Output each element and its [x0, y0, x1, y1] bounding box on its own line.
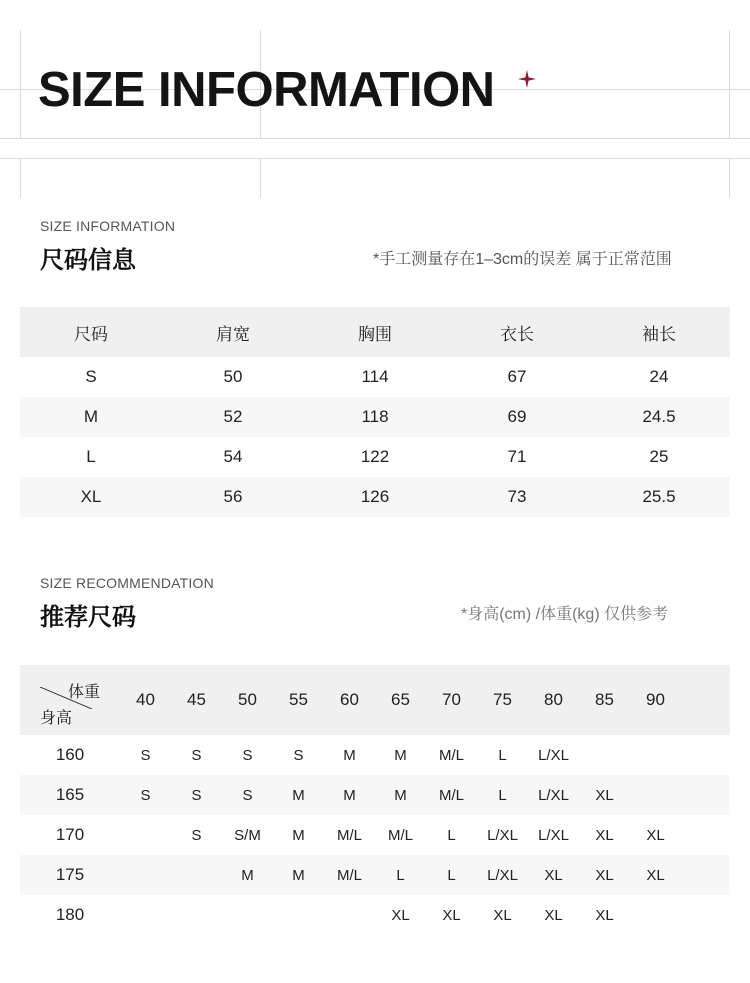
size-cell	[630, 895, 681, 935]
size-cell	[324, 895, 375, 935]
size-cell	[171, 855, 222, 895]
corner-height-label: 身高	[40, 710, 73, 727]
table-cell: L	[86, 447, 96, 466]
size-cell: XL	[544, 906, 563, 924]
size-cell: XL	[630, 855, 681, 895]
size-cell: XL	[528, 855, 579, 895]
recommendation-note: *身高(cm) /体重(kg) 仅供参考	[461, 606, 669, 623]
size-cell	[120, 815, 171, 855]
weight-header: 50	[222, 665, 273, 735]
table-cell: 122	[360, 447, 390, 466]
recommendation-header-row	[20, 665, 730, 735]
size-table-header: 袖长	[588, 307, 730, 357]
corner-header	[20, 665, 120, 735]
table-cell: 52	[162, 397, 304, 437]
size-cell: L	[447, 826, 456, 844]
size-cell: M/L	[324, 855, 375, 895]
height-label: 165	[20, 775, 120, 815]
height-label: 170	[55, 825, 85, 844]
table-row	[20, 735, 730, 775]
size-cell: M	[222, 855, 273, 895]
banner-title: SIZE INFORMATION	[38, 63, 495, 117]
size-cell: M/L	[426, 775, 477, 815]
size-cell: S/M	[234, 826, 261, 844]
table-row	[20, 397, 730, 437]
row-spacer	[681, 855, 730, 895]
table-cell: 25.5	[588, 477, 730, 517]
banner-gridline	[0, 158, 750, 159]
size-table-header: 胸围	[304, 307, 446, 357]
table-row	[20, 815, 730, 855]
size-table-header: 尺码	[20, 307, 162, 357]
table-cell: 67	[507, 367, 527, 386]
table-cell: 126	[304, 477, 446, 517]
table-cell: 50	[223, 367, 243, 386]
size-cell: XL	[579, 855, 630, 895]
size-info-title-en: SIZE INFORMATION	[40, 218, 176, 234]
size-cell: L/XL	[528, 775, 579, 815]
weight-header: 65	[375, 665, 426, 735]
header-spacer	[681, 665, 730, 735]
table-row	[20, 895, 730, 935]
height-label: 160	[55, 745, 85, 764]
size-cell: M	[375, 775, 426, 815]
size-info-table	[20, 307, 730, 517]
size-cell	[630, 735, 681, 775]
corner-weight-label: 体重	[68, 684, 101, 701]
size-cell: S	[120, 775, 171, 815]
table-cell: 71	[507, 447, 527, 466]
table-row	[20, 855, 730, 895]
height-label: 175	[20, 855, 120, 895]
table-row	[20, 357, 730, 397]
weight-header: 70	[426, 665, 477, 735]
size-cell: L/XL	[538, 746, 569, 764]
recommendation-body	[20, 735, 730, 935]
size-cell	[120, 895, 171, 935]
size-cell	[630, 775, 681, 815]
size-cell: XL	[595, 906, 614, 924]
table-row	[20, 437, 730, 477]
size-table-header: 衣长	[446, 307, 588, 357]
size-cell: S	[171, 775, 222, 815]
weight-header: 80	[528, 665, 579, 735]
table-cell: 118	[304, 397, 446, 437]
size-cell: XL	[595, 826, 614, 844]
size-cell: M	[273, 775, 324, 815]
weight-header: 45	[171, 665, 222, 735]
size-cell: XL	[391, 906, 410, 924]
table-cell: S	[85, 367, 97, 386]
banner-gridline	[0, 138, 750, 139]
banner-gridline	[729, 30, 730, 138]
height-label: 180	[55, 905, 85, 924]
size-cell: L/XL	[538, 826, 569, 844]
size-cell	[120, 855, 171, 895]
weight-header: 60	[324, 665, 375, 735]
size-info-note: *手工测量存在1–3cm的误差 属于正常范围	[373, 251, 672, 268]
size-cell	[222, 895, 273, 935]
size-cell: M/L	[438, 746, 464, 764]
size-cell: XL	[579, 775, 630, 815]
table-cell: 56	[162, 477, 304, 517]
size-cell: M	[343, 746, 356, 764]
size-cell: L	[477, 775, 528, 815]
row-spacer	[681, 735, 730, 775]
size-cell: S	[242, 746, 253, 764]
weight-header: 55	[273, 665, 324, 735]
banner-gridline	[260, 158, 261, 198]
banner-gridline	[20, 30, 21, 138]
size-cell	[273, 895, 324, 935]
size-cell: S	[191, 746, 202, 764]
size-cell: L/XL	[487, 826, 518, 844]
recommendation-title-cn: 推荐尺码	[40, 604, 136, 631]
size-table-header: 肩宽	[162, 307, 304, 357]
size-cell: S	[222, 775, 273, 815]
table-cell: 24	[649, 367, 669, 386]
banner-gridline	[729, 158, 730, 198]
table-row	[20, 775, 730, 815]
table-cell: 54	[223, 447, 243, 466]
table-cell: XL	[20, 477, 162, 517]
weight-header: 40	[120, 665, 171, 735]
size-cell: XL	[493, 906, 512, 924]
size-cell: M/L	[387, 826, 413, 844]
size-cell: M	[324, 775, 375, 815]
row-spacer	[681, 775, 730, 815]
size-cell	[579, 735, 630, 775]
size-cell	[171, 895, 222, 935]
size-cell: L	[498, 746, 507, 764]
recommendation-title-en: SIZE RECOMMENDATION	[40, 575, 214, 591]
weight-header: 90	[630, 665, 681, 735]
size-cell: L	[426, 855, 477, 895]
size-cell: XL	[442, 906, 461, 924]
table-row	[20, 477, 730, 517]
size-cell: S	[140, 746, 151, 764]
size-cell: S	[191, 826, 202, 844]
size-cell: XL	[646, 826, 665, 844]
table-cell: 24.5	[588, 397, 730, 437]
table-cell: 25	[649, 447, 669, 466]
row-spacer	[681, 815, 730, 855]
weight-header: 75	[477, 665, 528, 735]
size-table-header-row	[20, 307, 730, 357]
size-cell: M/L	[336, 826, 362, 844]
table-cell: 73	[446, 477, 588, 517]
weight-header: 85	[579, 665, 630, 735]
size-cell: M	[394, 746, 407, 764]
size-cell: M	[292, 826, 305, 844]
size-cell: L/XL	[477, 855, 528, 895]
size-cell: S	[293, 746, 304, 764]
banner-gridline	[20, 158, 21, 198]
table-cell: 114	[361, 367, 389, 386]
size-recommendation-table	[20, 665, 730, 935]
size-cell: L	[375, 855, 426, 895]
size-info-title-cn: 尺码信息	[40, 247, 136, 274]
size-cell: M	[273, 855, 324, 895]
table-cell: 69	[446, 397, 588, 437]
row-spacer	[681, 895, 730, 935]
table-cell: M	[20, 397, 162, 437]
sparkle-star-icon	[518, 70, 536, 88]
